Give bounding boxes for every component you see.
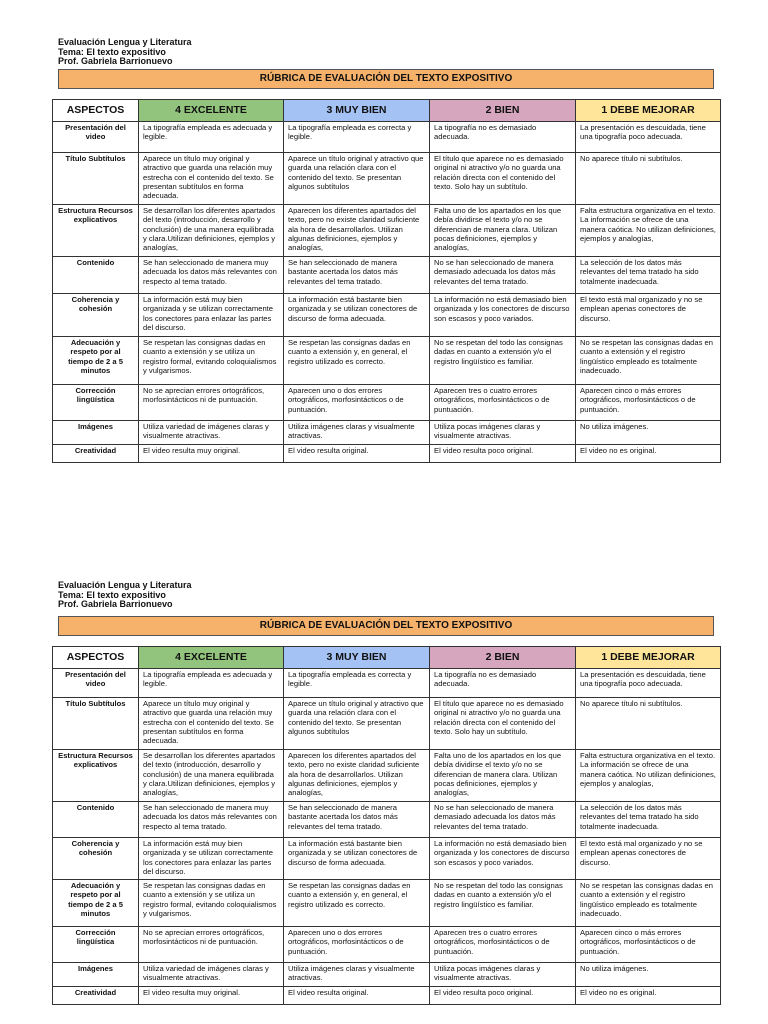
criteria-cell: Falta estructura organizativa en el texto. La información se ofrece de una manera caótica. No utilizan definiciones, ejemplos y analogías,: [576, 205, 721, 257]
criteria-cell: La información está bastante bien organizada y se utilizan conectores de discurso de forma adecuada.: [284, 294, 430, 337]
criteria-cell: La tipografía no es demasiado adecuada.: [430, 669, 576, 698]
criteria-cell: Aparecen uno o dos errores ortográficos, morfosintácticos o de puntuación.: [284, 927, 430, 963]
rubric-title: RÚBRICA DE EVALUACIÓN DEL TEXTO EXPOSITIVO: [58, 69, 714, 89]
table-row: [53, 802, 721, 838]
criteria-cell: Se han seleccionado de manera bastante acertada los datos más relevantes del tema tratado.: [284, 257, 430, 294]
criteria-cell: Utiliza pocas imágenes claras y visualmente atractivas.: [430, 963, 576, 987]
criteria-cell: No utiliza imágenes.: [576, 963, 721, 987]
header-subject: Evaluación Lengua y Literatura: [58, 580, 192, 590]
aspect-cell: Título Subtítulos: [53, 698, 139, 750]
criteria-cell: No se han seleccionado de manera demasiado adecuada los datos más relevantes del tema tratado.: [430, 802, 576, 838]
table-row: [53, 421, 721, 445]
criteria-cell: El texto está mal organizado y no se emplean apenas conectores de discurso.: [576, 838, 721, 880]
header-teacher: Prof. Gabriela Barrionuevo: [58, 56, 173, 67]
criteria-cell: No se respetan las consignas dadas en cuanto a extensión y el registro lingüístico empleado es totalmente inadecuado.: [576, 337, 721, 385]
column-header-muy-bien: 3 MUY BIEN: [284, 100, 430, 122]
table-row: [53, 337, 721, 385]
criteria-cell: Se respetan las consignas dadas en cuanto a extensión y, en general, el registro utilizado es correcto.: [284, 880, 430, 927]
table-row: [53, 385, 721, 421]
criteria-cell: Aparecen uno o dos errores ortográficos, morfosintácticos o de puntuación.: [284, 385, 430, 421]
criteria-cell: El video resulta poco original.: [430, 445, 576, 463]
criteria-cell: La tipografía no es demasiado adecuada.: [430, 122, 576, 153]
rubric-title: RÚBRICA DE EVALUACIÓN DEL TEXTO EXPOSITIVO: [58, 616, 714, 636]
aspect-cell: Adecuación y respeto por al tiempo de 2 a 5 minutos: [53, 337, 139, 385]
criteria-cell: Se respetan las consignas dadas en cuanto a extensión y, en general, el registro utilizado es correcto.: [284, 337, 430, 385]
column-header-excelente: 4 EXCELENTE: [139, 100, 284, 122]
aspect-cell: Estructura Recursos explicativos: [53, 750, 139, 802]
table-row: [53, 669, 721, 698]
document-header: [58, 38, 192, 67]
criteria-cell: Aparecen cinco o más errores ortográficos, morfosintácticos o de puntuación.: [576, 385, 721, 421]
aspect-cell: Coherencia y cohesión: [53, 294, 139, 337]
criteria-cell: La tipografía empleada es correcta y legible.: [284, 122, 430, 153]
criteria-cell: No se aprecian errores ortográficos, morfosintácticos ni de puntuación.: [139, 385, 284, 421]
criteria-cell: La tipografía empleada es correcta y legible.: [284, 669, 430, 698]
aspect-cell: Título Subtítulos: [53, 153, 139, 205]
column-header-aspectos: ASPECTOS: [53, 647, 139, 669]
aspect-cell: Imágenes: [53, 421, 139, 445]
criteria-cell: La información está muy bien organizada y se utilizan correctamente los conectores para enlazar las partes del discurso.: [139, 838, 284, 880]
table-row: [53, 698, 721, 750]
criteria-cell: Utiliza variedad de imágenes claras y visualmente atractivas.: [139, 421, 284, 445]
criteria-cell: La información no está demasiado bien organizada y los conectores de discurso son escasos y poco variados.: [430, 294, 576, 337]
aspect-cell: Contenido: [53, 802, 139, 838]
criteria-cell: Se desarrollan los diferentes apartados del texto (introducción, desarrollo y conclusión) de una manera equilibrada y clara.Utilizan definiciones, ejemplos y analogías,: [139, 750, 284, 802]
column-header-aspectos: ASPECTOS: [53, 100, 139, 122]
criteria-cell: Se han seleccionado de manera muy adecuada los datos más relevantes con respecto al tema tratado.: [139, 257, 284, 294]
criteria-cell: El video resulta muy original.: [139, 987, 284, 1005]
criteria-cell: Falta estructura organizativa en el texto. La información se ofrece de una manera caótica. No utilizan definiciones, ejemplos y analogías,: [576, 750, 721, 802]
column-header-debe-mejorar: 1 DEBE MEJORAR: [576, 100, 721, 122]
criteria-cell: Aparece un título muy original y atractivo que guarda una relación muy estrecha con el contenido del texto. Se presentan subtítulos en forma adecuada.: [139, 153, 284, 205]
criteria-cell: Aparecen los diferentes apartados del texto, pero no existe claridad suficiente ala hora de desarrollarlos. Utilizan algunas definiciones, ejemplos y analogías,: [284, 750, 430, 802]
criteria-cell: La presentación es descuidada, tiene una tipografía poco adecuada.: [576, 122, 721, 153]
rubric-table: [52, 646, 721, 1005]
header-topic: Tema: El texto expositivo: [58, 589, 166, 600]
criteria-cell: La información está muy bien organizada y se utilizan correctamente los conectores para enlazar las partes del discurso.: [139, 294, 284, 337]
aspect-cell: Corrección lingüística: [53, 927, 139, 963]
aspect-cell: Imágenes: [53, 963, 139, 987]
column-header-excelente: 4 EXCELENTE: [139, 647, 284, 669]
aspect-cell: Creatividad: [53, 987, 139, 1005]
criteria-cell: No aparece título ni subtítulos.: [576, 153, 721, 205]
table-row: [53, 205, 721, 257]
criteria-cell: No se aprecian errores ortográficos, morfosintácticos ni de puntuación.: [139, 927, 284, 963]
criteria-cell: Aparecen tres o cuatro errores ortográficos, morfosintácticos o de puntuación.: [430, 927, 576, 963]
criteria-cell: No se respetan del todo las consignas dadas en cuanto a extensión y/o el registro lingüístico es familiar.: [430, 880, 576, 927]
criteria-cell: Se respetan las consignas dadas en cuanto a extensión y se utiliza un registro formal, evitando coloquialismos y vulgarismos.: [139, 880, 284, 927]
table-row: [53, 153, 721, 205]
criteria-cell: El título que aparece no es demasiado original ni atractivo y/o no guarda una relación directa con el contenido del texto. Solo hay un subtítulo.: [430, 153, 576, 205]
criteria-cell: La presentación es descuidada, tiene una tipografía poco adecuada.: [576, 669, 721, 698]
table-row: [53, 445, 721, 463]
criteria-cell: Utiliza imágenes claras y visualmente atractivas.: [284, 963, 430, 987]
criteria-cell: La tipografía empleada es adecuada y legible.: [139, 122, 284, 153]
criteria-cell: El video resulta poco original.: [430, 987, 576, 1005]
criteria-cell: No se respetan del todo las consignas dadas en cuanto a extensión y/o el registro lingüístico es familiar.: [430, 337, 576, 385]
rubric-header-row: [53, 100, 721, 122]
document-header: [58, 581, 192, 610]
column-header-debe-mejorar: 1 DEBE MEJORAR: [576, 647, 721, 669]
header-subject: Evaluación Lengua y Literatura: [58, 37, 192, 47]
criteria-cell: Aparece un título original y atractivo que guarda una relación clara con el contenido del texto. Se presentan algunos subtítulos: [284, 698, 430, 750]
criteria-cell: Aparece un título muy original y atractivo que guarda una relación muy estrecha con el contenido del texto. Se presentan subtítulos en forma adecuada.: [139, 698, 284, 750]
criteria-cell: No se han seleccionado de manera demasiado adecuada los datos más relevantes del tema tratado.: [430, 257, 576, 294]
column-header-bien: 2 BIEN: [430, 647, 576, 669]
criteria-cell: El título que aparece no es demasiado original ni atractivo y/o no guarda una relación directa con el contenido del texto. Solo hay un subtítulo.: [430, 698, 576, 750]
criteria-cell: Aparece un título original y atractivo que guarda una relación clara con el contenido del texto. Se presentan algunos subtítulos: [284, 153, 430, 205]
aspect-cell: Contenido: [53, 257, 139, 294]
criteria-cell: El video resulta muy original.: [139, 445, 284, 463]
criteria-cell: La selección de los datos más relevantes del tema tratado ha sido totalmente inadecuada.: [576, 257, 721, 294]
criteria-cell: Se han seleccionado de manera bastante acertada los datos más relevantes del tema tratado.: [284, 802, 430, 838]
criteria-cell: Falta uno de los apartados en los que debía dividirse el texto y/o no se diferencian de manera clara. Utilizan pocas definiciones, ejemplos y analogías,: [430, 205, 576, 257]
criteria-cell: No se respetan las consignas dadas en cuanto a extensión y el registro lingüístico empleado es totalmente inadecuado.: [576, 880, 721, 927]
table-row: [53, 963, 721, 987]
criteria-cell: La selección de los datos más relevantes del tema tratado ha sido totalmente inadecuada.: [576, 802, 721, 838]
rubric-header-row: [53, 647, 721, 669]
table-row: [53, 838, 721, 880]
criteria-cell: Se han seleccionado de manera muy adecuada los datos más relevantes con respecto al tema tratado.: [139, 802, 284, 838]
criteria-cell: La información está bastante bien organizada y se utilizan conectores de discurso de forma adecuada.: [284, 838, 430, 880]
table-row: [53, 880, 721, 927]
aspect-cell: Presentación del video: [53, 669, 139, 698]
column-header-bien: 2 BIEN: [430, 100, 576, 122]
table-row: [53, 257, 721, 294]
aspect-cell: Creatividad: [53, 445, 139, 463]
criteria-cell: Utiliza pocas imágenes claras y visualmente atractivas.: [430, 421, 576, 445]
criteria-cell: Se respetan las consignas dadas en cuanto a extensión y se utiliza un registro formal, evitando coloquialismos y vulgarismos.: [139, 337, 284, 385]
criteria-cell: Utiliza imágenes claras y visualmente atractivas.: [284, 421, 430, 445]
criteria-cell: Aparecen los diferentes apartados del texto, pero no existe claridad suficiente ala hora de desarrollarlos. Utilizan algunas definiciones, ejemplos y analogías,: [284, 205, 430, 257]
criteria-cell: El video no es original.: [576, 445, 721, 463]
table-row: [53, 927, 721, 963]
criteria-cell: El video no es original.: [576, 987, 721, 1005]
criteria-cell: No utiliza imágenes.: [576, 421, 721, 445]
table-row: [53, 987, 721, 1005]
header-teacher: Prof. Gabriela Barrionuevo: [58, 599, 173, 610]
criteria-cell: El video resulta original.: [284, 987, 430, 1005]
aspect-cell: Adecuación y respeto por al tiempo de 2 a 5 minutos: [53, 880, 139, 927]
criteria-cell: El video resulta original.: [284, 445, 430, 463]
table-row: [53, 294, 721, 337]
table-row: [53, 750, 721, 802]
header-topic: Tema: El texto expositivo: [58, 46, 166, 57]
criteria-cell: El texto está mal organizado y no se emplean apenas conectores de discurso.: [576, 294, 721, 337]
criteria-cell: Utiliza variedad de imágenes claras y visualmente atractivas.: [139, 963, 284, 987]
table-row: [53, 122, 721, 153]
criteria-cell: La tipografía empleada es adecuada y legible.: [139, 669, 284, 698]
criteria-cell: La información no está demasiado bien organizada y los conectores de discurso son escasos y poco variados.: [430, 838, 576, 880]
aspect-cell: Presentación del video: [53, 122, 139, 153]
criteria-cell: No aparece título ni subtítulos.: [576, 698, 721, 750]
aspect-cell: Coherencia y cohesión: [53, 838, 139, 880]
aspect-cell: Estructura Recursos explicativos: [53, 205, 139, 257]
criteria-cell: Se desarrollan los diferentes apartados del texto (introducción, desarrollo y conclusión) de una manera equilibrada y clara.Utilizan definiciones, ejemplos y analogías,: [139, 205, 284, 257]
aspect-cell: Corrección lingüística: [53, 385, 139, 421]
column-header-muy-bien: 3 MUY BIEN: [284, 647, 430, 669]
criteria-cell: Falta uno de los apartados en los que debía dividirse el texto y/o no se diferencian de manera clara. Utilizan pocas definiciones, ejemplos y analogías,: [430, 750, 576, 802]
criteria-cell: Aparecen cinco o más errores ortográficos, morfosintácticos o de puntuación.: [576, 927, 721, 963]
rubric-table: [52, 99, 721, 463]
criteria-cell: Aparecen tres o cuatro errores ortográficos, morfosintácticos o de puntuación.: [430, 385, 576, 421]
